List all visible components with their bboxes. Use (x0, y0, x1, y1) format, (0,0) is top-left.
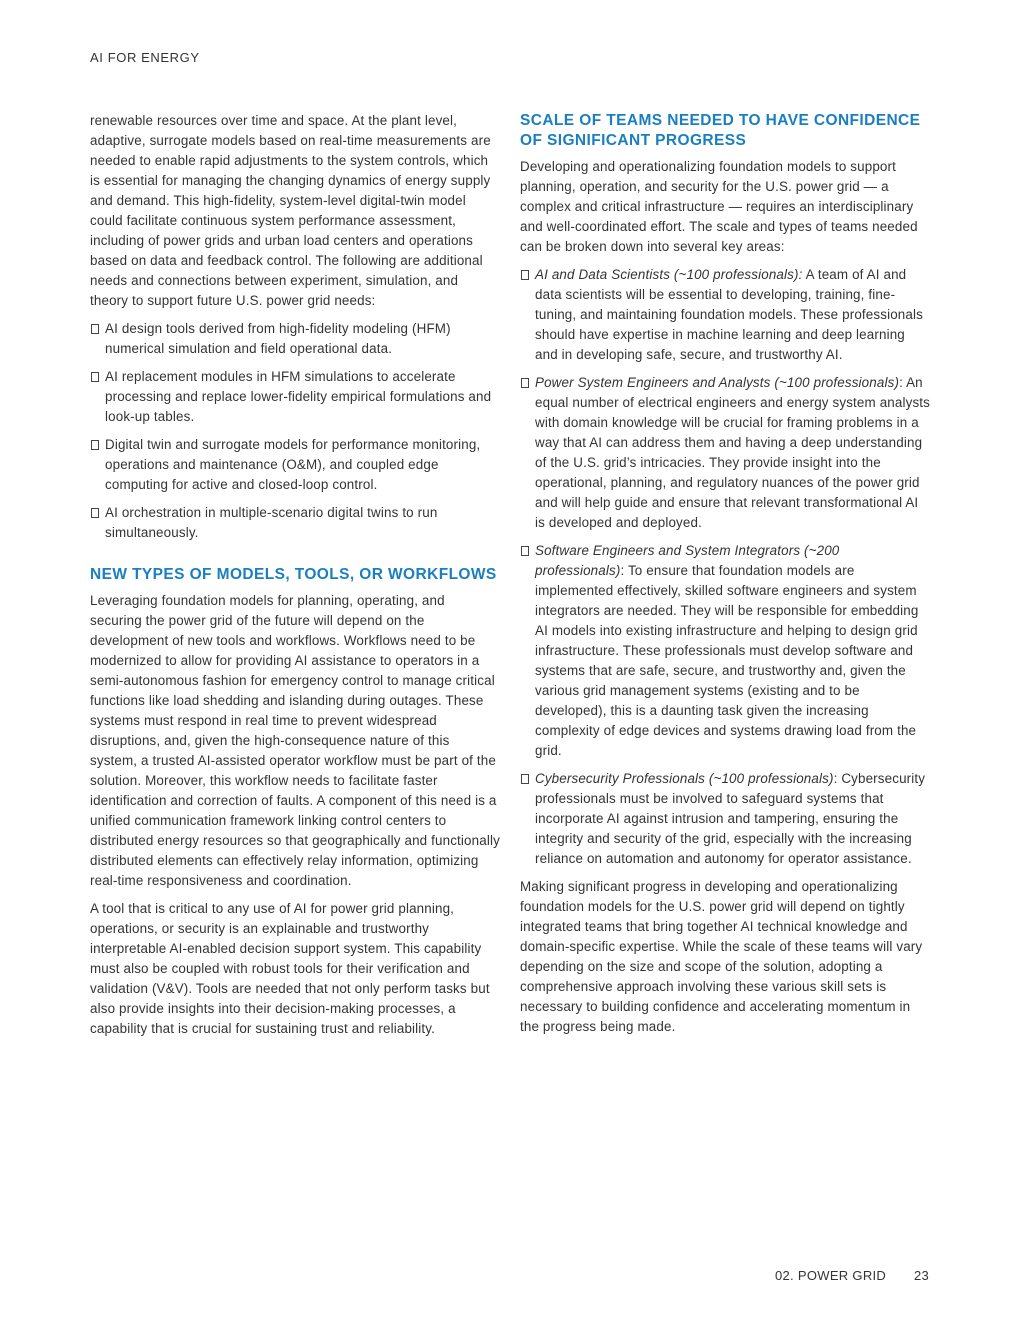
closing-paragraph: Making significant progress in developing and operationalizing foundation models for the U.S. power grid will depend on tightly integrated teams that bring together AI technical knowledge and domain-specific expertise. While the scale of these teams will vary depending on the size and scope of the solution, adopting a comprehensive approach involving these various skill sets is necessary to building confidence and accelerating momentum in the progress being made. (520, 879, 923, 1034)
team-description: : Cybersecurity professionals must be involved to safeguard systems that incorporate AI against intrusion and tampering, ensuring the integrity and security of the grid, especially with the increasing reliance on automation and autonomy for operator assistance. (535, 771, 926, 866)
checkbox-bullet-icon (91, 372, 99, 382)
checkbox-bullet-icon (521, 774, 529, 784)
checkbox-bullet-icon (91, 440, 99, 450)
teams-list (520, 265, 930, 869)
section-heading-new-models: NEW TYPES OF MODELS, TOOLS, OR WORKFLOWS (90, 566, 497, 583)
team-description: A team of AI and data scientists will be essential to developing, training, fine-tuning, and maintaining foundation models. These professionals should have expertise in machine learning and deep learning and in developing safe, secure, and trustworthy AI. (535, 267, 923, 362)
intro-paragraph: renewable resources over time and space. At the plant level, adaptive, surrogate models based on real-time measurements are needed to enable rapid adjustments to the system controls, which is essential for managing the changing dynamics of energy supply and demand. This high-fidelity, system-level digital-twin model could facilitate continuous system performance assessment, including of power grids and urban load centers and operations based on data and feedback control. The following are additional needs and connections between experiment, simulation, and theory to support future U.S. power grid needs: (90, 113, 491, 308)
team-role: AI and Data Scientists (~100 professionals): (535, 267, 803, 282)
list-item (520, 769, 930, 869)
team-description: : An equal number of electrical engineers and energy system analysts with domain knowledge will be crucial for framing problems in a way that AI can address them and having a deep understanding of the U.S. grid’s intricacies. They provide insight into the operational, planning, and regulatory nuances of the power grid and will help guide and ensure that relevant transformational AI is developed and deployed. (535, 375, 931, 530)
body-paragraph: A tool that is critical to any use of AI for power grid planning, operations, or security is an explainable and trustworthy interpretable AI-enabled decision support system. This capability must also be coupled with robust tools for their verification and validation (V&V). Tools are needed that not only perform tasks but also provide insights into their decision-making processes, a capability that is crucial for sustaining trust and reliability. (90, 901, 490, 1036)
checkbox-bullet-icon (91, 324, 99, 334)
list-item-text: AI orchestration in multiple-scenario digital twins to run simultaneously. (105, 505, 438, 540)
left-column (90, 111, 500, 1047)
checkbox-bullet-icon (521, 546, 529, 556)
team-role: Cybersecurity Professionals (~100 professionals) (535, 771, 834, 786)
team-role: Software Engineers and System Integrators (~200 professionals) (535, 543, 840, 578)
list-item (520, 541, 930, 761)
checkbox-bullet-icon (521, 270, 529, 280)
checkbox-bullet-icon (91, 508, 99, 518)
body-paragraph: Leveraging foundation models for planning, operating, and securing the power grid of the future will depend on the development of new tools and workflows. Workflows need to be modernized to allow for providing AI assistance to operators in a semi-autonomous fashion for emergency control to manage critical functions like load shedding and islanding during outages. These systems must respond in real time to prevent widespread disruptions, and, given the high-consequence nature of this system, a trusted AI-assisted operator workflow must be part of the solution. Moreover, this workflow needs to facilitate faster identification and correction of faults. A component of this need is a unified communication framework linking control centers to distributed energy resources so that geographically and functionally distributed elements can effectively relay information, optimizing real-time responsiveness and coordination. (90, 593, 500, 888)
list-item (520, 265, 930, 365)
list-item (90, 319, 500, 359)
team-description: : To ensure that foundation models are implemented effectively, skilled software engineers and system integrators are needed. They will be responsible for embedding AI models into existing infrastructure and helping to design grid infrastructure. These professionals must develop software and systems that are safe, secure, and trustworthy and, given the various grid management systems (existing and to be developed), this is a daunting task given the increasing complexity of edge devices and systems drawing load from the grid. (535, 563, 919, 758)
footer-section-label: 02. POWER GRID (775, 1268, 887, 1283)
right-column (520, 111, 930, 1045)
list-item (520, 373, 930, 533)
list-item-text: Digital twin and surrogate models for performance monitoring, operations and maintenance (O&M), and coupled edge computing for active and closed-loop control. (105, 437, 481, 492)
intro-paragraph: Developing and operationalizing foundation models to support planning, operation, and security for the U.S. power grid — a complex and critical infrastructure — requires an interdisciplinary and well-coordinated effort. The scale and types of teams needed can be broken down into several key areas: (520, 159, 918, 254)
checkbox-bullet-icon (521, 378, 529, 388)
list-item (90, 503, 500, 543)
running-head: AI FOR ENERGY (90, 50, 200, 65)
list-item-text: AI design tools derived from high-fidelity modeling (HFM) numerical simulation and field operational data. (105, 321, 451, 356)
section-heading-scale-of-teams: SCALE OF TEAMS NEEDED TO HAVE CONFIDENCE OF SIGNIFICANT PROGRESS (520, 112, 921, 149)
needs-list (90, 319, 500, 543)
list-item-text: AI replacement modules in HFM simulations to accelerate processing and replace lower-fidelity empirical formulations and look-up tables. (105, 369, 492, 424)
page-number: 23 (914, 1268, 930, 1283)
list-item (90, 435, 500, 495)
team-role: Power System Engineers and Analysts (~100 professionals) (535, 375, 900, 390)
list-item (90, 367, 500, 427)
